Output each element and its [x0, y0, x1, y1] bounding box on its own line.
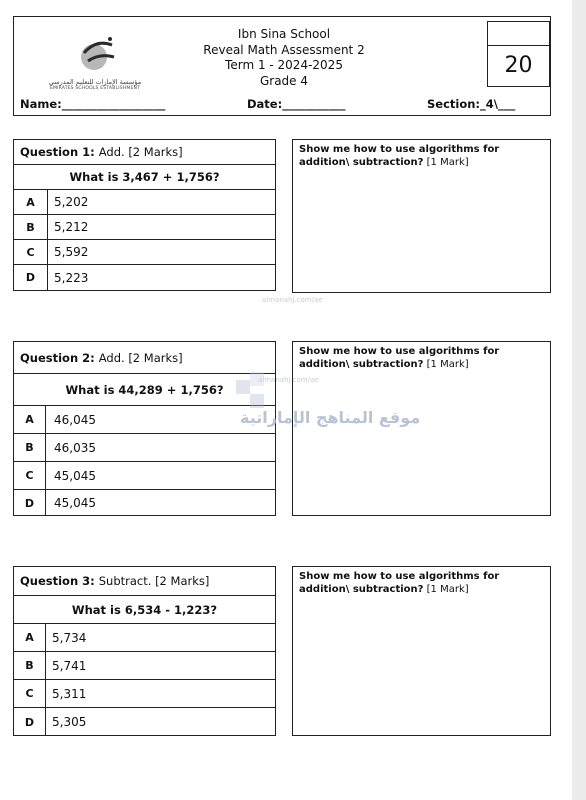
work-marks: [1 Mark]: [426, 359, 469, 370]
option-row[interactable]: [14, 652, 275, 680]
score-blank: [488, 22, 549, 46]
work-prompt: Show me how to use algorithms for addition\ subtraction?: [299, 571, 500, 595]
option-value: 46,045: [54, 412, 96, 427]
option-letter: A: [14, 190, 48, 214]
school-logo: [40, 33, 150, 91]
logo-english-text: EMIRATES SCHOOLS ESTABLISHMENT: [49, 86, 141, 91]
question-3-table: [13, 566, 276, 736]
option-letter: B: [14, 652, 46, 679]
option-value: 5,311: [52, 686, 87, 701]
option-letter: C: [14, 680, 46, 707]
option-letter: B: [14, 434, 46, 461]
question-instruction: Subtract. [2 Marks]: [98, 574, 210, 588]
option-value: 5,741: [52, 658, 87, 673]
option-value: 5,734: [52, 630, 87, 645]
option-row[interactable]: [14, 265, 275, 290]
option-row[interactable]: [14, 624, 275, 652]
option-value: 5,212: [54, 220, 89, 234]
option-letter: A: [14, 624, 46, 651]
watermark-url-secondary: almanahj.com/ae: [258, 376, 319, 384]
option-value: 46,035: [54, 440, 96, 455]
option-letter: D: [14, 265, 48, 290]
watermark-url: almanahj.com/ae: [262, 296, 323, 304]
option-letter: D: [14, 708, 46, 736]
question-3-header: [14, 567, 275, 596]
option-value: 5,592: [54, 245, 89, 259]
option-letter: A: [14, 406, 46, 433]
option-value: 45,045: [54, 496, 96, 510]
section-field[interactable]: Section:_4\___: [427, 97, 516, 111]
question-2-header: [14, 342, 275, 374]
work-prompt: Show me how to use algorithms for addition\ subtraction?: [299, 144, 500, 168]
work-marks: [1 Mark]: [426, 584, 469, 595]
term-label: Term 1 - 2024-2025: [225, 58, 343, 72]
work-prompt: Show me how to use algorithms for addition\ subtraction?: [299, 346, 500, 370]
question-1-table: [13, 139, 276, 291]
option-row[interactable]: [14, 434, 275, 462]
question-1-header: [14, 140, 275, 165]
option-letter: B: [14, 215, 48, 239]
scrollbar[interactable]: [572, 0, 586, 800]
option-value: 5,202: [54, 195, 89, 209]
question-2-prompt: What is 44,289 + 1,756?: [14, 374, 275, 406]
total-score: 20: [504, 53, 533, 78]
option-row[interactable]: [14, 708, 275, 736]
question-3-prompt: What is 6,534 - 1,223?: [14, 596, 275, 624]
question-1-work-box[interactable]: [292, 139, 551, 293]
option-value: 5,223: [54, 270, 89, 285]
name-field[interactable]: Name:__________________: [20, 97, 166, 111]
school-name: Ibn Sina School: [237, 27, 331, 41]
question-instruction: Add. [2 Marks]: [98, 350, 183, 365]
logo-icon: [74, 33, 120, 77]
option-value: 5,305: [52, 715, 87, 729]
question-1-prompt: What is 3,467 + 1,756?: [14, 165, 275, 190]
option-letter: C: [14, 240, 48, 264]
grade-label: Grade 4: [259, 73, 309, 88]
header-titles: [164, 27, 404, 89]
question-3-work-box[interactable]: [292, 566, 551, 736]
score-box: [487, 21, 550, 87]
assessment-title: Reveal Math Assessment 2: [203, 42, 365, 57]
option-row[interactable]: [14, 680, 275, 708]
option-row[interactable]: [14, 190, 275, 215]
question-number: Question 3:: [20, 574, 95, 588]
date-field[interactable]: Date:___________: [247, 97, 346, 111]
option-letter: D: [14, 490, 46, 516]
option-row[interactable]: [14, 215, 275, 240]
option-row[interactable]: [14, 462, 275, 490]
question-number: Question 1:: [20, 145, 95, 159]
option-row[interactable]: [14, 490, 275, 516]
option-letter: C: [14, 462, 46, 489]
logo-arabic-text: مؤسسة الإمارات للتعليم المدرسي: [48, 78, 142, 86]
option-row[interactable]: [14, 240, 275, 265]
question-instruction: Add. [2 Marks]: [98, 145, 183, 159]
student-info-row: [20, 97, 548, 113]
watermark-text: موقع المناهج الإماراتية: [240, 408, 421, 427]
work-marks: [1 Mark]: [426, 157, 469, 168]
question-number: Question 2:: [20, 350, 95, 365]
option-value: 45,045: [54, 468, 96, 483]
worksheet-header: [13, 16, 551, 116]
